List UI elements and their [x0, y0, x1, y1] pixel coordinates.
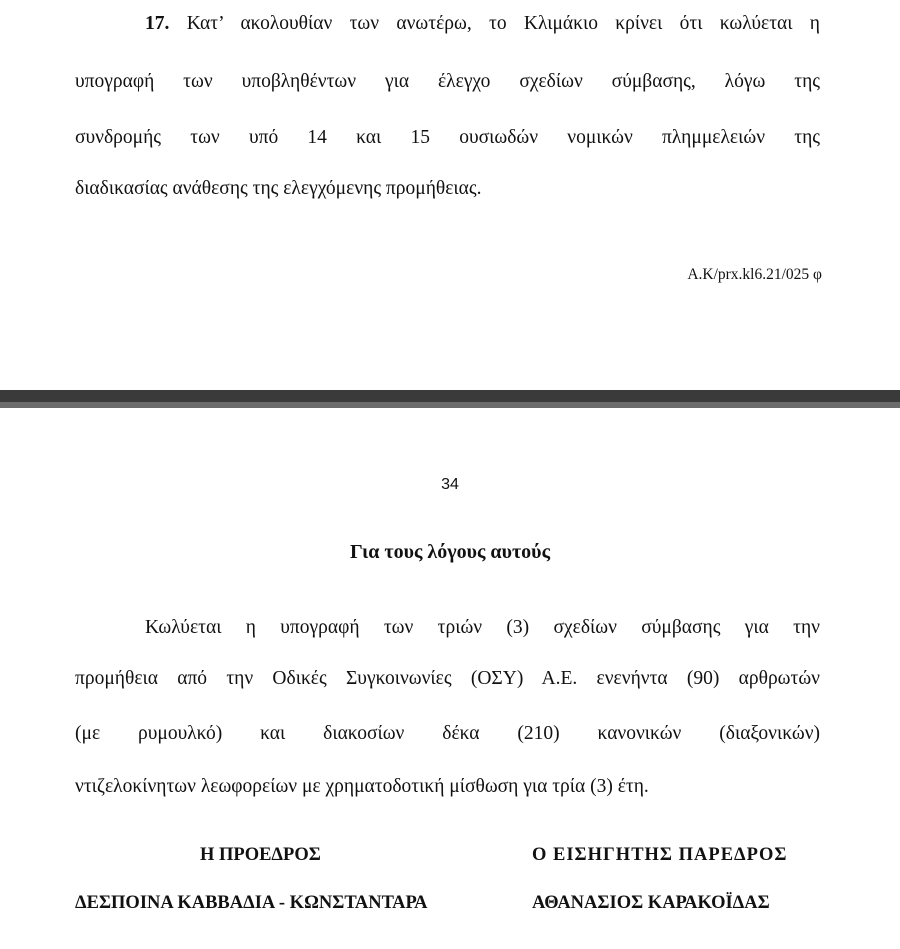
page-separator-shadow: [0, 402, 900, 408]
decision-line-2: προμήθεια από την Οδικές Συγκοινωνίες (ΟΣΥ) Α.Ε. ενενήντα (90) αρθρωτών: [75, 668, 820, 689]
paragraph-17-line-2: υπογραφή των υποβληθέντων για έλεγχο σχεδίων σύμβασης, λόγω της: [75, 71, 820, 92]
paragraph-text: Κατ’ ακολουθίαν των ανωτέρω, το Κλιμάκιο κρίνει ότι κωλύεται η: [186, 13, 820, 34]
paragraph-number: 17.: [145, 13, 170, 34]
signature-left-title: Η ΠΡΟΕΔΡΟΣ: [200, 845, 321, 865]
document-reference-code: Α.Κ/prx.kl6.21/025 φ: [687, 266, 822, 283]
decision-line-3: (με ρυμουλκό) και διακοσίων δέκα (210) κανονικών (διαξονικών): [75, 723, 820, 744]
page-separator: [0, 390, 900, 408]
paragraph-17-line-3: συνδρομής των υπό 14 και 15 ουσιωδών νομικών πλημμελειών της: [75, 127, 820, 148]
document-page-top: [0, 0, 900, 390]
section-title: Για τους λόγους αυτούς: [349, 541, 551, 563]
decision-text: Κωλύεται η υπογραφή των τριών (3) σχεδίων σύμβασης για την: [145, 617, 820, 638]
paragraph-17-line-1: [75, 10, 820, 38]
decision-line-4: ντιζελοκίνητων λεωφορείων με χρηματοδοτική μίσθωση για τρία (3) έτη.: [75, 776, 649, 797]
page-number: 34: [441, 476, 459, 493]
signature-right-name: ΑΘΑΝΑΣΙΟΣ ΚΑΡΑΚΟΪΔΑΣ: [532, 893, 770, 913]
paragraph-17-line-4: διαδικασίας ανάθεσης της ελεγχόμενης προμήθειας.: [75, 178, 482, 199]
signature-right-title: Ο ΕΙΣΗΓΗΤΗΣ ΠΑΡΕΔΡΟΣ: [532, 845, 788, 865]
signature-left-name: ΔΕΣΠΟΙΝΑ ΚΑΒΒΑΔΙΑ - ΚΩΝΣΤΑΝΤΑΡΑ: [75, 893, 428, 913]
decision-line-1: [75, 614, 820, 642]
